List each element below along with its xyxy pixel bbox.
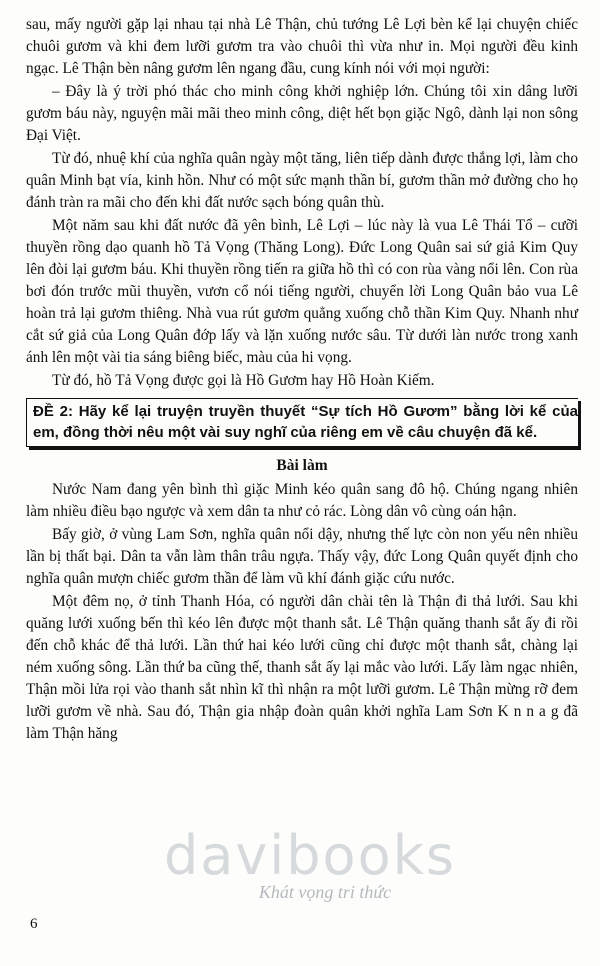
task-box bbox=[26, 398, 578, 447]
essay-paragraph-2: Bấy giờ, ở vùng Lam Sơn, nghĩa quân nổi dậy, nhưng thế lực còn non yếu nên nhiều lần bị thất bại. Dân ta vẫn làm thân trâu ngựa. Thấy vậy, đức Long Quân quyết định cho nghĩa quân mượn chiếc gươm thần để làm vũ khí đánh giặc cứu nước. bbox=[26, 526, 578, 587]
task-prompt: ĐỀ 2: Hãy kể lại truyện truyền thuyết “Sự tích Hồ Gươm” bằng lời kể của em, đồng thời nêu một vài suy nghĩ của riêng em về câu chuyện đã kể. bbox=[33, 403, 578, 441]
essay-paragraph-3: Một đêm nọ, ở tỉnh Thanh Hóa, có người dân chài tên là Thận đi thả lưới. Sau khi quăng lưới xuống bến thì kéo lên được một thanh sắt. Lê Thận quăng thanh sắt ấy đi rồi đến chỗ khác để thả lưới. Lần thứ hai kéo lưới cũng chỉ được một thanh sắt, chàng lại ném xuống sông. Lần thứ ba cũng thế, thanh sắt ấy lại mắc vào lưới. Lấy làm ngạc nhiên, Thận mồi lửa rọi vào thanh sắt nhìn kĩ thì nhận ra một lưỡi gươm. Lê Thận mừng rỡ đem lưỡi gươm về nhà. Sau đó, Thận gia nhập đoàn quân khởi nghĩa Lam Sơn K n n a g đã làm Thận hăng bbox=[26, 593, 578, 742]
section-heading: Bài làm bbox=[276, 457, 328, 474]
paragraph-3: Từ đó, nhuệ khí của nghĩa quân ngày một tăng, liên tiếp dành được thắng lợi, làm cho quân Minh bạt vía, kinh hồn. Như có một sức mạnh thần bí, gươm thần mở đường cho họ đánh tràn ra mãi cho đến khi đất nước sạch bóng quân thù. bbox=[26, 150, 578, 211]
page-number: 6 bbox=[30, 916, 38, 932]
watermark-brand: davibooks bbox=[163, 824, 457, 887]
watermark-tagline: Khát vọng tri thức bbox=[258, 882, 392, 902]
page-content bbox=[26, 14, 578, 746]
paragraph-2: – Đây là ý trời phó thác cho minh công khởi nghiệp lớn. Chúng tôi xin dâng lưỡi gươm báu này, nguyện mãi mãi theo minh công, diệt hết bọn giặc Ngô, dành lại non sông Đại Việt. bbox=[26, 83, 578, 144]
watermark bbox=[160, 826, 460, 903]
paragraph-1: sau, mấy người gặp lại nhau tại nhà Lê Thận, chủ tướng Lê Lợi bèn kể lại chuyện chiếc chuôi gươm và khi đem lưỡi gươm tra vào chuôi thì vừa như in. Mọi người đều kinh ngạc. Lê Thận bèn nâng gươm lên ngang đầu, cung kính nói với mọi người: bbox=[26, 16, 578, 77]
paragraph-4: Một năm sau khi đất nước đã yên bình, Lê Lợi – lúc này là vua Lê Thái Tổ – cưỡi thuyền rồng dạo quanh hồ Tả Vọng (Thăng Long). Đức Long Quân sai sứ giả Kim Quy lên đòi lại gươm báu. Khi thuyền rồng tiến ra giữa hồ thì có con rùa vàng nổi lên. Con rùa bơi đón trước mũi thuyền, vươn cổ nói tiếng người, chuyển lời Long Quân bảo vua Lê hoàn trả lại gươm thiêng. Nhà vua rút gươm quẳng xuống chỗ thần Kim Quy. Nhanh như cắt sứ giả của Long Quân đớp lấy và lặn xuống nước sâu. Từ dưới làn nước trong xanh ánh lên một vài tia sáng biêng biếc, màu của hi vọng. bbox=[26, 217, 578, 366]
essay-paragraph-1: Nước Nam đang yên bình thì giặc Minh kéo quân sang đô hộ. Chúng ngang nhiên làm nhiều điều bạo ngược và xem dân ta như cỏ rác. Lòng dân vô cùng oán hận. bbox=[26, 481, 578, 520]
paragraph-5: Từ đó, hồ Tả Vọng được gọi là Hồ Gươm hay Hồ Hoàn Kiếm. bbox=[52, 372, 435, 389]
